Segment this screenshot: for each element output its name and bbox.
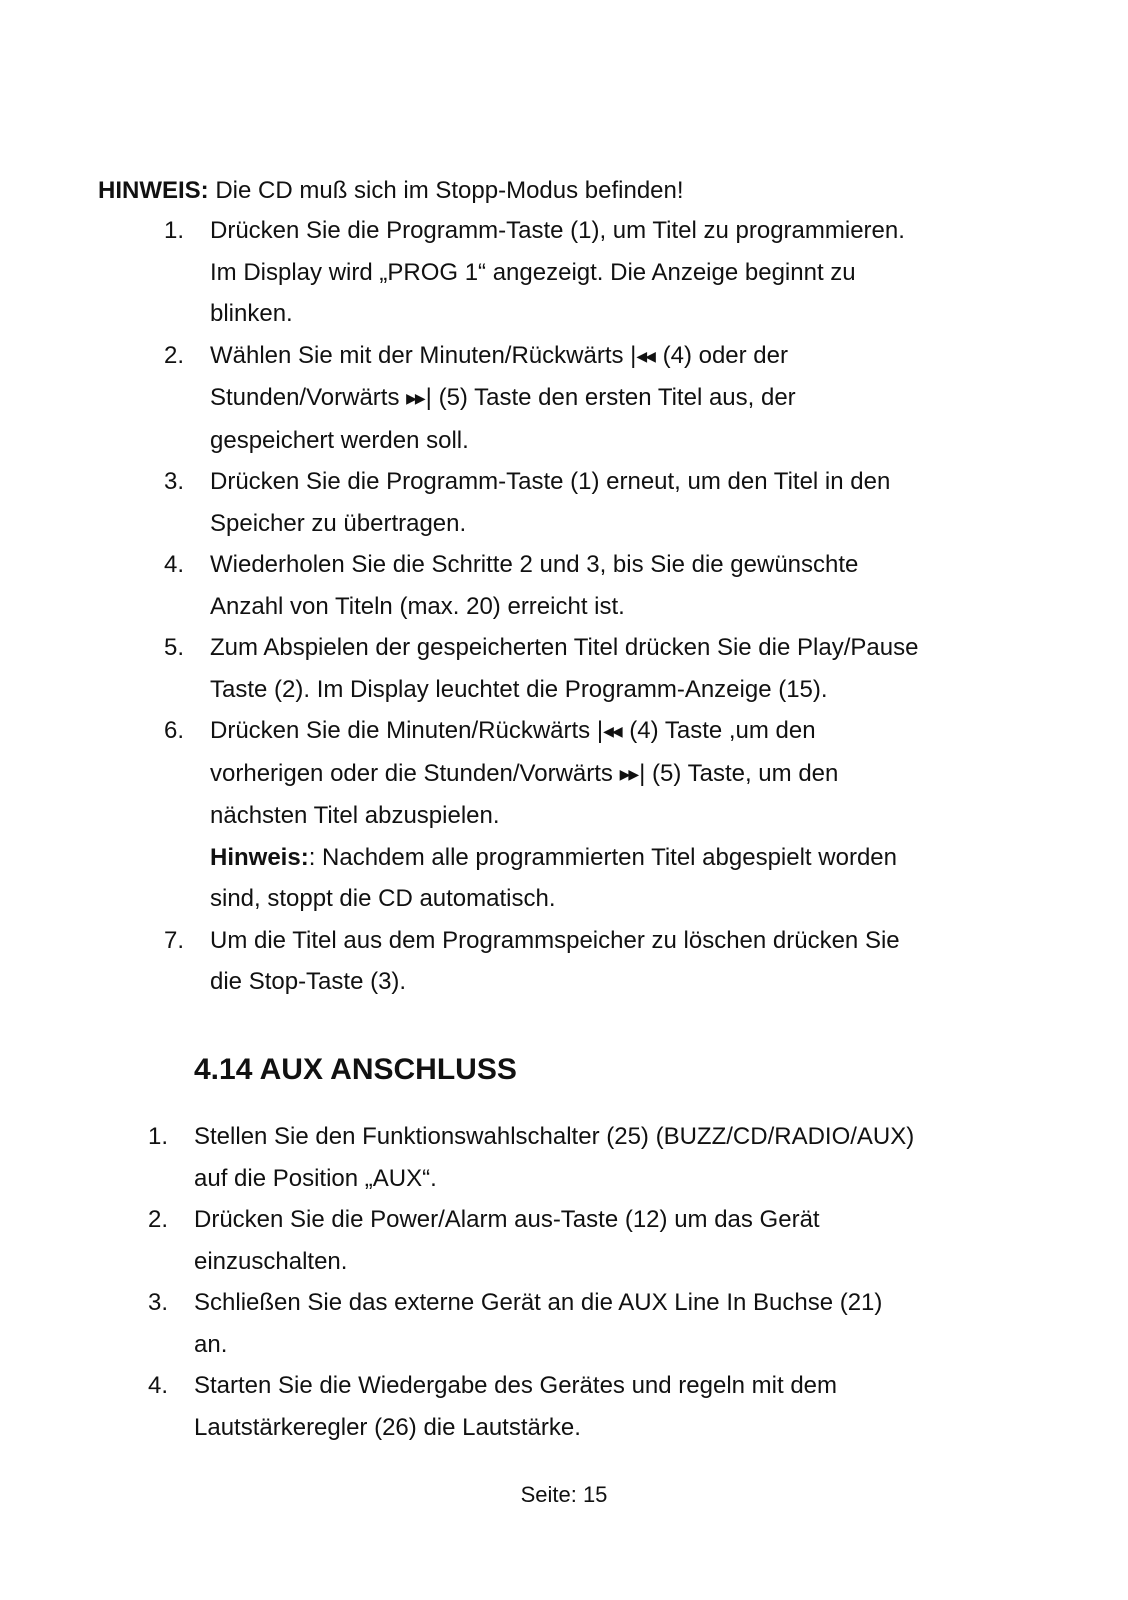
note-line: [98, 170, 684, 212]
aux-steps-list: [147, 1116, 1024, 1448]
list-item: [147, 1282, 1024, 1365]
list-item: [147, 1365, 1024, 1448]
step-text-line: Zum Abspielen der gespeicherten Titel drücken Sie die Play/Pause: [210, 634, 919, 661]
hint-label: Hinweis:: [210, 843, 309, 871]
step-number: 2.: [147, 1206, 168, 1233]
step-number: 5.: [163, 634, 184, 661]
step-text-line: Lautstärkeregler (26) die Lautstärke.: [194, 1413, 581, 1441]
step-number: 1.: [147, 1123, 168, 1150]
step-text-line: Stellen Sie den Funktionswahlschalter (25) (BUZZ/CD/RADIO/AUX): [194, 1123, 915, 1150]
step-text-line: Speicher zu übertragen.: [210, 509, 467, 537]
step-text-line: einzuschalten.: [194, 1247, 348, 1275]
list-item: [163, 461, 1030, 544]
list-item: [163, 335, 1030, 462]
note-label: HINWEIS:: [98, 177, 209, 204]
step-text-line: Um die Titel aus dem Programmspeicher zu löschen drücken Sie: [210, 926, 900, 954]
section-heading: 4.14 AUX ANSCHLUSS: [194, 1053, 517, 1086]
step-text: Stunden/Vorwärts: [210, 384, 407, 411]
list-item: [163, 627, 1030, 710]
step-text-line: Taste (2). Im Display leuchtet die Programm-Anzeige (15).: [210, 675, 828, 703]
step-text-line: Im Display wird „PROG 1“ angezeigt. Die Anzeige beginnt zu: [210, 258, 856, 286]
list-item: [147, 1116, 1024, 1199]
step-text-line: auf die Position „AUX“.: [194, 1164, 437, 1192]
step-text-line: Drücken Sie die Programm-Taste (1), um Titel zu programmieren.: [210, 217, 905, 244]
step-number: 4.: [147, 1372, 168, 1399]
hint-text: : Nachdem alle programmierten Titel abgespielt worden: [308, 843, 897, 871]
step-text-line: Starten Sie die Wiedergabe des Gerätes und regeln mit dem: [194, 1372, 838, 1399]
list-item: [163, 710, 1030, 920]
step-number: 6.: [163, 717, 184, 744]
step-text: Drücken Sie die Minuten/Rückwärts |: [210, 717, 604, 744]
step-number: 3.: [147, 1289, 168, 1316]
rewind-icon: ◀◀: [636, 347, 654, 364]
step-text: (4) Taste ,um den: [622, 717, 816, 744]
fast-forward-icon: ▶▶: [619, 765, 638, 782]
hint-text-line: sind, stoppt die CD automatisch.: [210, 885, 556, 912]
step-text-line: blinken.: [210, 300, 293, 327]
list-item: [163, 544, 1030, 627]
step-text-line: Schließen Sie das externe Gerät an die AUX Line In Buchse (21): [194, 1289, 883, 1316]
list-item: [163, 920, 1030, 1003]
step-text: | (5) Taste, um den: [639, 759, 839, 787]
page-footer: [0, 1480, 1128, 1510]
step-text-line: Wiederholen Sie die Schritte 2 und 3, bis Sie die gewünschte: [210, 551, 859, 578]
fast-forward-icon: ▶▶: [406, 390, 424, 406]
step-number: 2.: [163, 341, 184, 369]
page-number: Seite: 15: [520, 1482, 608, 1507]
step-text-line: Drücken Sie die Programm-Taste (1) erneut, um den Titel in den: [210, 468, 891, 495]
step-text: vorherigen oder die Stunden/Vorwärts: [210, 759, 620, 787]
step-text-line: gespeichert werden soll.: [210, 426, 469, 454]
step-text: Wählen Sie mit der Minuten/Rückwärts |: [210, 341, 637, 369]
step-number: 7.: [163, 926, 184, 954]
step-text: (4) oder der: [655, 341, 788, 369]
step-text: | (5) Taste den ersten Titel aus, der: [425, 384, 796, 411]
list-item: [163, 210, 1030, 335]
step-text-line: an.: [194, 1330, 228, 1358]
step-number: 4.: [163, 551, 184, 578]
list-item: [147, 1199, 1024, 1282]
step-text-line: Anzahl von Titeln (max. 20) erreicht ist.: [210, 592, 625, 620]
step-number: 3.: [163, 468, 184, 495]
program-steps-list: [163, 210, 1030, 1003]
rewind-icon: ◀◀: [603, 723, 621, 739]
note-text: Die CD muß sich im Stopp-Modus befinden!: [208, 177, 684, 204]
step-text-line: Drücken Sie die Power/Alarm aus-Taste (12) um das Gerät: [194, 1206, 820, 1233]
step-number: 1.: [163, 217, 184, 244]
step-text-line: die Stop-Taste (3).: [210, 968, 407, 995]
step-text-line: nächsten Titel abzuspielen.: [210, 802, 500, 829]
